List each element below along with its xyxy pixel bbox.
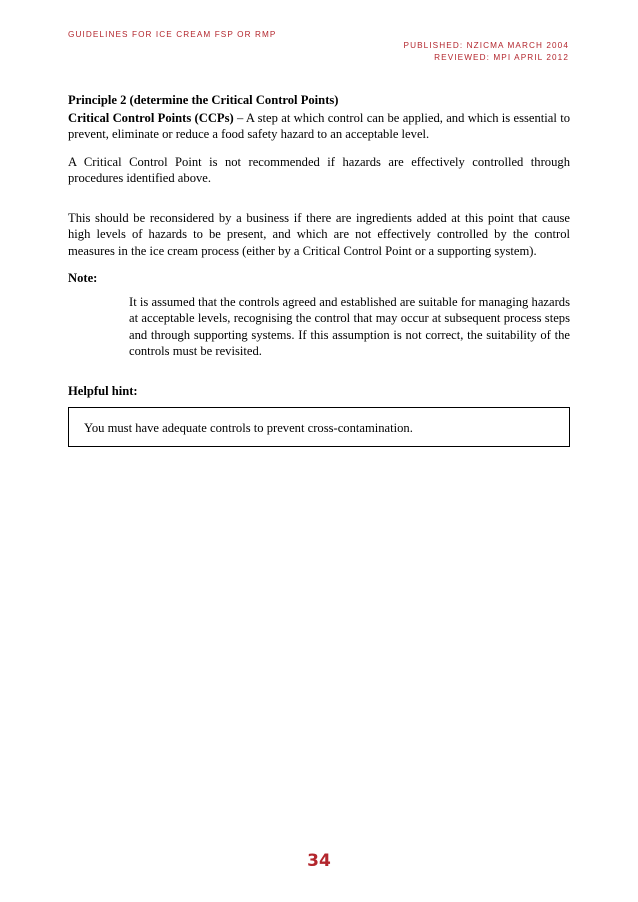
helpful-hint-label: Helpful hint: [68, 383, 138, 398]
ccp-definition-paragraph [68, 110, 570, 143]
principle-heading: Principle 2 (determine the Critical Control Points) [68, 93, 339, 107]
helpful-hint-text: You must have adequate controls to prevent cross-contamination. [84, 421, 413, 435]
reconsider-paragraph: This should be reconsidered by a business if there are ingredients added at this point that cause high levels of hazards to be present, and which are not effectively controlled by the control measures in the ice cream process (either by a Critical Control Point or a supporting system). [68, 210, 570, 258]
ccp-not-recommended-paragraph: A Critical Control Point is not recommended if hazards are effectively controlled through procedures identified above. [68, 154, 570, 185]
published-info: PUBLISHED: NZICMA MARCH 2004 [403, 41, 569, 50]
note-text: It is assumed that the controls agreed and established are suitable for managing hazards at acceptable levels, recognising the control that may occur at subsequent process steps and through supporting systems. If this assumption is not correct, the suitability of the controls must be revisited. [129, 294, 570, 358]
ccp-term: Critical Control Points (CCPs) [68, 110, 234, 125]
helpful-hint-box [68, 407, 570, 447]
page-number: 34 [307, 851, 331, 871]
page-content [68, 92, 570, 447]
document-title-header: GUIDELINES FOR ICE CREAM FSP OR RMP [68, 30, 277, 39]
note-label: Note: [68, 271, 98, 285]
ccp-definition: – A step at which control can be applied, and which is essential to prevent, eliminate or reduce a food safety hazard to an acceptable level. [68, 110, 570, 141]
reviewed-info: REVIEWED: MPI APRIL 2012 [434, 53, 569, 62]
